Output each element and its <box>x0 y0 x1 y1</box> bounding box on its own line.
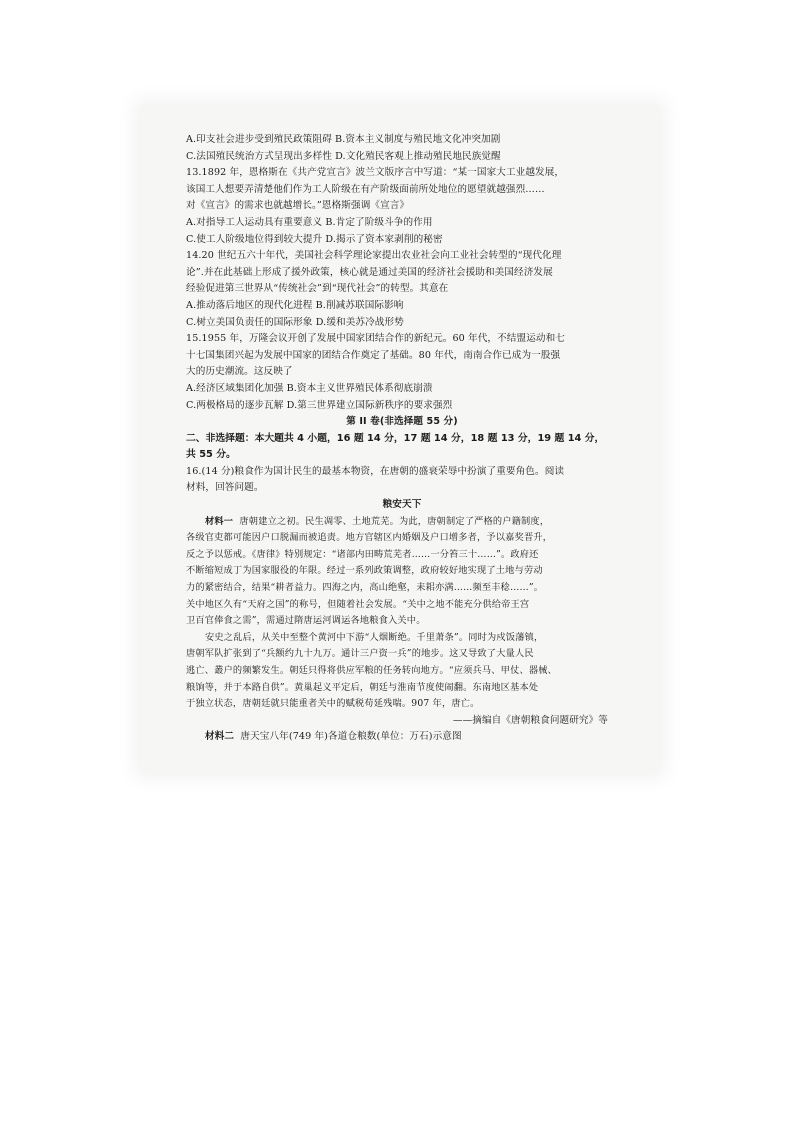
q15-options-ab: A.经济区域集团化加强 B.资本主义世界殖民体系彻底崩溃 <box>186 382 433 394</box>
q14-stem-1: 14.20 世纪五六十年代，美国社会科学理论家提出农业社会向工业社会转型的“现代化理 <box>186 250 562 262</box>
section-title: 第 II 卷(非选择题 55 分) <box>346 416 458 428</box>
material1-line-11: 粮饷等，并于本路自供”。黄巢起义平定后，朝廷与淮南节度使闹翻。东南地区基本处 <box>186 681 539 693</box>
material1-line-12: 于独立状态，唐朝廷就只能重者关中的赋税苟延残喘。907 年，唐亡。 <box>186 698 480 710</box>
q12-options-cd: C.法国殖民统治方式呈现出多样性 D.文化殖民客观上推动殖民地民族觉醒 <box>186 150 501 162</box>
material1-line-3: 反之予以惩戒。《唐律》特别规定：“诸部内田畴荒芜者……一分笞三十……”。政府还 <box>186 548 539 560</box>
material1-line-5: 力的紧密结合，结果“耕者益力。四海之内，高山绝壑，耒耜亦满……频至丰稔……”。 <box>186 582 544 594</box>
q15-stem-3: 大的历史潮流。这反映了 <box>186 366 293 378</box>
material1-line-7: 卫百官俸食之需”，需通过隋唐运河调运各地粮食入关中。 <box>186 615 426 627</box>
q13-stem-3: 对《宣言》的需求也就越增长。”恩格斯强调《宣言》 <box>186 200 410 212</box>
material1-line-6: 关中地区久有“天府之国”的称号，但随着社会发展。“关中之地不能充分供给帝王宫 <box>186 598 530 610</box>
q14-stem-3: 经验促进第三世界从“传统社会”到“现代社会”的转型。其意在 <box>186 283 449 295</box>
material-heading: 粮安天下 <box>382 499 422 511</box>
material1-line-4: 不断缩短成丁为国家服役的年限。经过一系列政策调整，政府较好地实现了土地与劳动 <box>186 565 543 577</box>
q15-options-cd: C.两极格局的逐步瓦解 D.第三世界建立国际新秩序的要求强烈 <box>186 399 453 411</box>
material1-text-1: 唐朝建立之初。民生凋零、土地荒芜。为此，唐朝制定了严格的户籍制度， <box>239 515 550 527</box>
q13-stem-2: 该国工人想要弄清楚他们作为工人阶级在有产阶级面前所处地位的愿望就越强烈…… <box>186 183 545 195</box>
material1-line-2: 各级官吏都可能因户口脱漏而被追责。地方官辖区内婚姻及户口增多者，予以嘉奖晋升， <box>186 532 553 544</box>
q14-options-cd: C.树立美国负责任的国际形象 D.缓和美苏冷战形势 <box>186 316 404 328</box>
q16-stem-2: 材料，回答问题。 <box>186 482 264 494</box>
q15-stem-1: 15.1955 年，万隆会议开创了发展中国家团结合作的新纪元。60 年代，不结盟运动和七 <box>186 333 565 345</box>
material2-text: 唐天宝八年(749 年)各道仓粮数(单位：万石)示意图 <box>240 731 462 743</box>
q15-stem-2: 十七国集团兴起为发展中国家的团结合作奠定了基础。80 年代，南南合作已成为一股强 <box>186 349 561 361</box>
q13-stem-1: 13.1892 年，恩格斯在《共产党宣言》波兰文版序言中写道：“某一国家大工业越发展， <box>186 167 565 179</box>
material2-label: 材料二 <box>205 731 235 743</box>
exam-page-content <box>186 132 618 746</box>
q13-options-ab: A.对指导工人运动具有重要意义 B.肯定了阶级斗争的作用 <box>186 216 433 228</box>
section-instructions-2: 共 55 分。 <box>186 449 236 461</box>
q14-stem-2: 论”.并在此基础上形成了援外政策，核心就是通过美国的经济社会援助和美国经济发展 <box>186 266 553 278</box>
material1-line-9: 唐朝军队扩张到了“兵额约九十九万。通计三户资一兵”的地步。这又导致了大量人民 <box>186 648 534 660</box>
q12-options-ab: A.印支社会进步受到殖民政策阻碍 B.资本主义制度与殖民地文化冲突加剧 <box>186 134 501 145</box>
material1-line-8: 安史之乱后，从关中至整个黄河中下游“人烟断绝。千里萧条”。同时为戍饭藩镇， <box>205 631 544 643</box>
material2-line <box>186 729 618 746</box>
material1-label: 材料一 <box>205 515 234 527</box>
material1-source: ——摘编自《唐朝粮食问题研究》等 <box>452 714 608 726</box>
section-instructions-1: 二、非选择题：本大题共 4 小题，16 题 14 分，17 题 14 分，18 题 13 分，19 题 14 分， <box>186 432 605 444</box>
material1-line-10: 逃亡、叢户的频繁发生。朝廷只得将供应军粮的任务转向地方。“应须兵马、甲仗、器械、 <box>186 665 558 676</box>
q14-options-ab: A.推动落后地区的现代化进程 B.削减苏联国际影响 <box>186 299 404 311</box>
q16-stem-1: 16.(14 分)粮食作为国计民生的最基本物资，在唐朝的盛衰荣辱中扮演了重要角色。阅读 <box>186 465 565 477</box>
material1-line-1 <box>186 514 618 531</box>
q13-options-cd: C.使工人阶级地位得到较大提升 D.揭示了资本家剥削的秘密 <box>186 233 443 245</box>
